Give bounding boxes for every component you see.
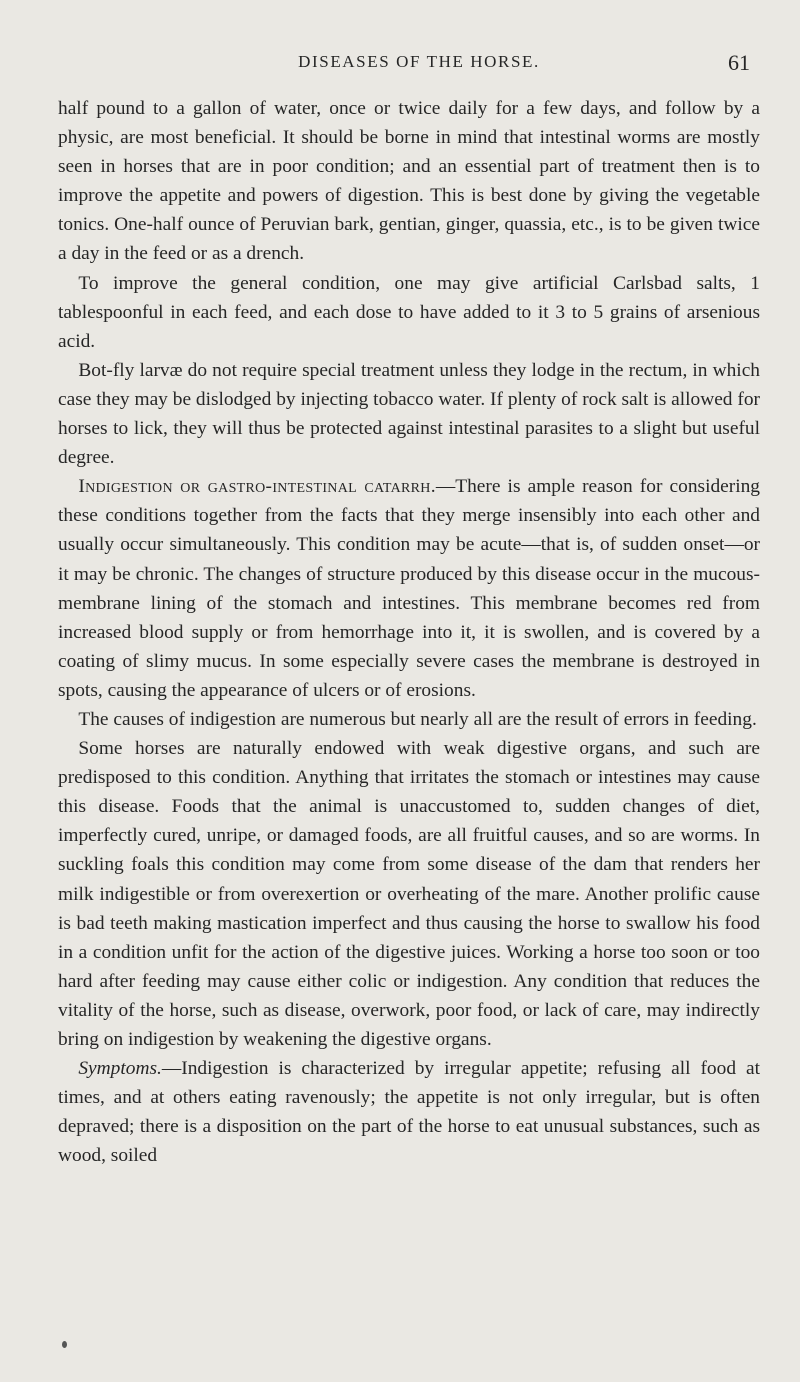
paragraph-indigestion <box>58 472 760 705</box>
paragraph-worms-treatment <box>58 94 760 269</box>
paragraph-bot-fly <box>58 356 760 472</box>
text-body <box>58 94 760 1170</box>
paragraph-causes-detail <box>58 734 760 1054</box>
page-number: 61 <box>728 50 750 75</box>
paragraph-text: Some horses are naturally endowed with weak digestive organs, and such are predisposed to this condition. Anything that irritates the stomach or intestines may cause this disease. Foods that the animal is unaccustomed to, sudden changes of diet, imperfectly cured, unripe, or damaged foods, are all fruitful causes, and so are worms. In suckling foals this condition may come from some disease of the dam that renders her milk indigestible or from overexertion or overheating of the mare. Another prolific cause is bad teeth making mastication imperfect and thus causing the horse to swallow his food in a condition unfit for the action of the digestive juices. Working a horse too soon or too hard after feeding may cause either colic or indigestion. Any condition that reduces the vitality of the horse, such as disease, overwork, poor food, or lack of care, may indirectly bring on indigestion by weakening the digestive organs. <box>58 738 760 1050</box>
symptoms-lead: Symptoms. <box>78 1058 162 1080</box>
paragraph-symptoms <box>58 1054 760 1170</box>
paragraph-text: The causes of indigestion are numerous but nearly all are the result of errors in feeding. <box>78 708 757 730</box>
paragraph-causes-intro <box>58 705 760 734</box>
paragraph-carlsbad-salts <box>58 269 760 356</box>
paragraph-text: To improve the general condition, one may give artificial Carlsbad salts, 1 tablespoonful in each feed, and each dose to have added to it 3 to 5 grains of arsenious acid. <box>58 272 760 352</box>
print-speck <box>62 1341 67 1348</box>
paragraph-text: —Indigestion is characterized by irregular appetite; refusing all food at times, and at others eating ravenously; the appetite is not only irregular, but is often depraved; there is a disposition on the part of the horse to eat unusual substances, such as wood, soiled <box>58 1058 760 1167</box>
paragraph-text: half pound to a gallon of water, once or twice daily for a few days, and follow by a physic, are most beneficial. It should be borne in mind that intestinal worms are mostly seen in horses that are in poor condition; and an essential part of treatment then is to improve the appetite and powers of digestion. This is best done by giving the vegetable tonics. One-half ounce of Peruvian bark, gentian, ginger, quassia, etc., is to be given twice a day in the feed or as a drench. <box>58 98 760 265</box>
paragraph-text: Bot-fly larvæ do not require special treatment unless they lodge in the rectum, in which case they may be dislodged by injecting tobacco water. If plenty of rock salt is allowed for horses to lick, they will thus be protected against intestinal parasites to a slight but useful degree. <box>58 359 760 469</box>
running-head <box>58 52 760 86</box>
section-heading: Indigestion or gastro-intestinal catarrh. <box>78 476 436 498</box>
paragraph-text: —There is ample reason for considering these conditions together from the facts that they merge insensibly into each other and usually occur simultaneously. This condition may be acute—that is, of sudden onset—or it may be chronic. The changes of structure produced by this disease occur in the mucous-membrane lining of the stomach and intestines. This membrane becomes red from increased blood supply or from hemorrhage into it, it is swollen, and is covered by a coating of slimy mucus. In some especially severe cases the membrane is destroyed in spots, causing the appearance of ulcers or of erosions. <box>58 476 760 701</box>
running-title: DISEASES OF THE HORSE. <box>298 52 540 71</box>
